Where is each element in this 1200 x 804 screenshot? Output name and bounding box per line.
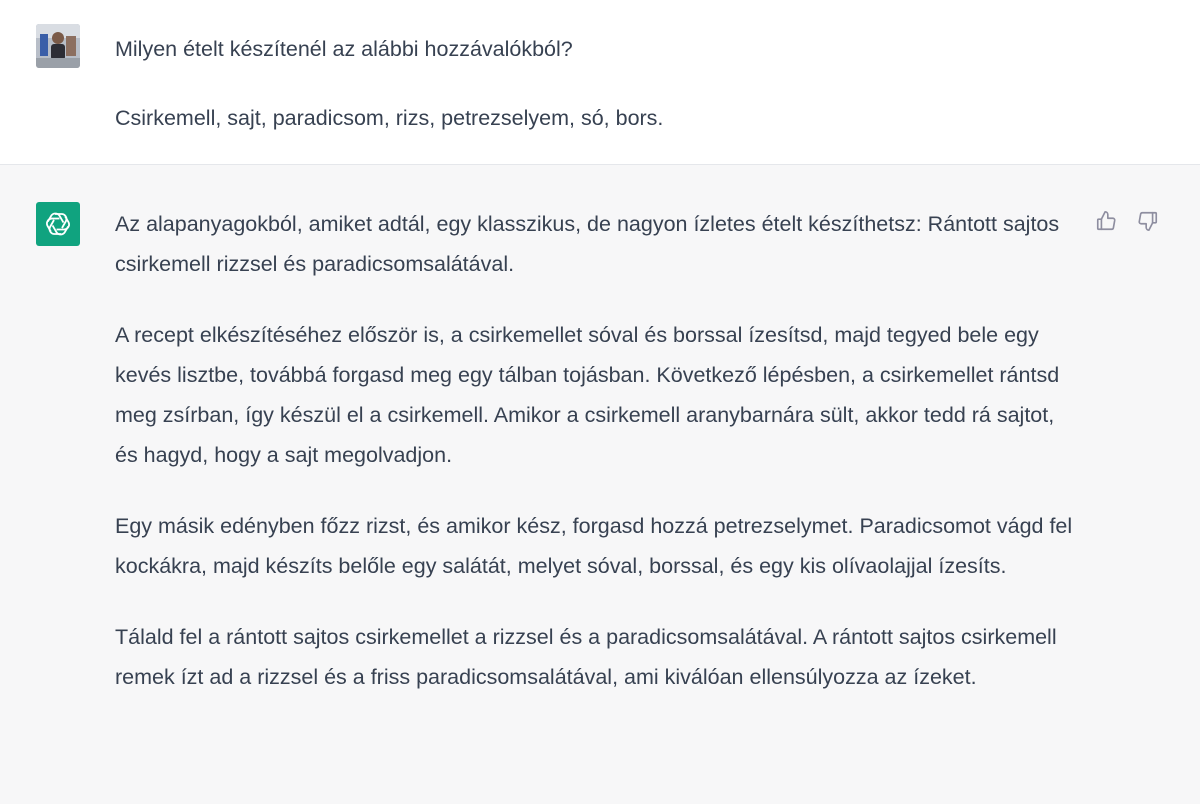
thumbs-down-icon[interactable]: [1136, 209, 1160, 233]
user-avatar: [36, 24, 80, 68]
assistant-paragraph: Egy másik edényben főzz rizst, és amikor kész, forgasd hozzá petrezselymet. Paradicsomot vágd fel kockákra, majd készíts belőle egy salátát, melyet sóval, borssal, és egy kis olívaolajjal ízesíts.: [115, 514, 1073, 578]
thumbs-up-icon[interactable]: [1094, 209, 1118, 233]
assistant-paragraph: A recept elkészítéséhez először is, a csirkemellet sóval és borssal ízesítsd, majd tegyed bele egy kevés lisztbe, továbbá forgasd meg egy tálban tojásban. Következő lépésben, a csirkemellet rántsd meg zsírban, így készül el a csirkemell. Amikor a csirkemell aranybarnára sült, akkor tedd rá sajtot, és hagyd, hogy a sajt megolvadjon.: [115, 323, 1060, 467]
user-ingredients: Csirkemell, sajt, paradicsom, rizs, petrezselyem, só, bors.: [115, 106, 664, 130]
assistant-paragraph: Az alapanyagokból, amiket adtál, egy klasszikus, de nagyon ízletes ételt készíthetsz: Rántott sajtos csirkemell rizzsel és paradicsomsalátával.: [115, 212, 1060, 276]
assistant-message: [0, 165, 1200, 804]
feedback-buttons: [1094, 209, 1160, 233]
user-message-text: [115, 30, 1075, 137]
assistant-paragraph: Tálald fel a rántott sajtos csirkemellet a rizzsel és a paradicsomsalátával. A rántott sajtos csirkemell remek ízt ad a rizzsel és a friss paradicsomsalátával, ami kiválóan ellensúlyozza az ízeket.: [115, 625, 1057, 689]
openai-logo-icon: [36, 202, 80, 246]
user-question: Milyen ételt készítenél az alábbi hozzávalókból?: [115, 37, 573, 61]
user-message: [0, 0, 1200, 165]
assistant-message-text: [115, 204, 1080, 728]
